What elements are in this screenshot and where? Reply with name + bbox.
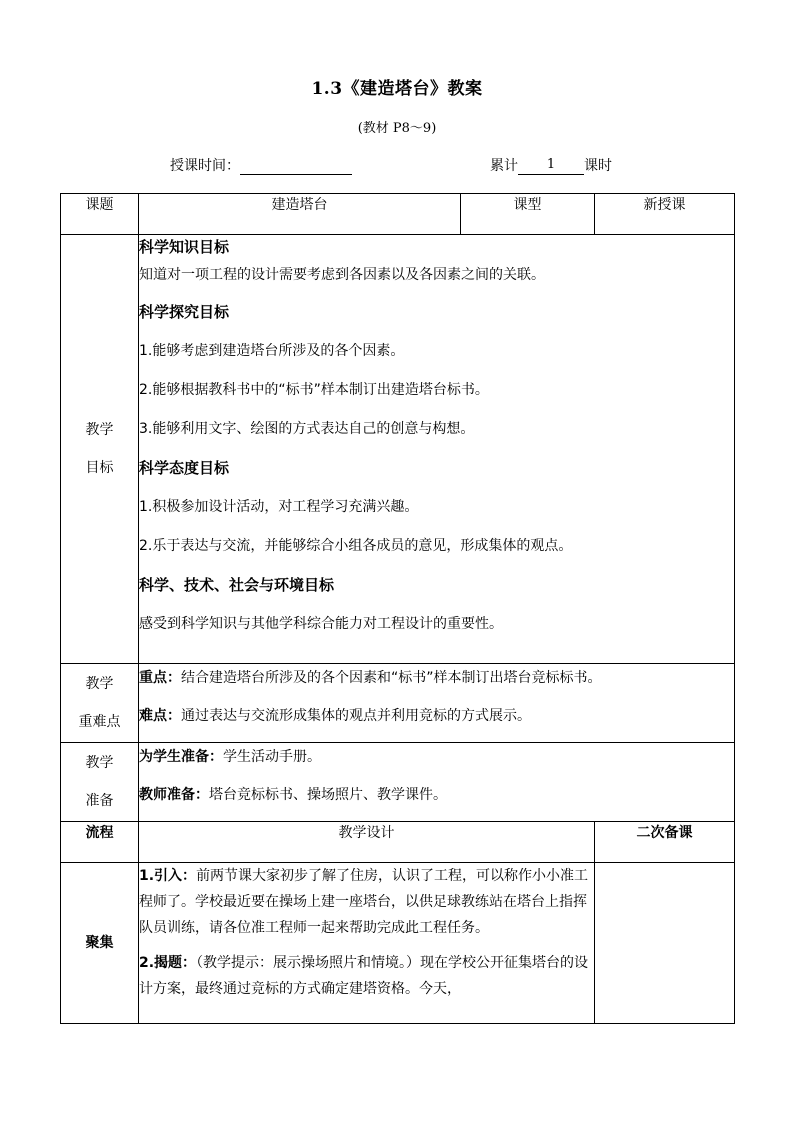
key-point-label: 重点： [139, 670, 181, 686]
objectives-row [61, 235, 735, 664]
type-value-cell [595, 194, 735, 235]
reveal-label: 2.揭题： [139, 955, 197, 971]
student-prep-label: 为学生准备： [139, 749, 223, 765]
objectives-label-line2: 目标 [85, 460, 114, 476]
teacher-prep-text: 塔台竞标标书、操场照片、教学课件。 [209, 787, 447, 803]
preparation-row [61, 743, 735, 822]
difficult-point-line [139, 691, 734, 741]
inquiry-item: 1.能够考虑到建造塔台所涉及的各个因素。 [139, 343, 405, 359]
flow-header-cell [61, 822, 139, 863]
key-point-line [139, 664, 734, 691]
lesson-plan-table [60, 193, 735, 1024]
difficult-point-label: 难点： [139, 708, 181, 724]
preparation-label-cell [61, 743, 139, 822]
second-prep-cell[interactable] [595, 863, 735, 1024]
topic-value: 建造塔台 [271, 197, 328, 213]
inquiry-heading: 科学探究目标 [139, 303, 230, 321]
teacher-prep-label: 教师准备： [139, 787, 209, 803]
focus-label-cell [61, 863, 139, 1024]
intro-paragraph [139, 863, 594, 941]
attitude-item: 1.积极参加设计活动，对工程学习充满兴趣。 [139, 499, 419, 515]
difficult-point-text: 通过表达与交流形成集体的观点并利用竞标的方式展示。 [181, 708, 531, 724]
design-header-cell [139, 822, 595, 863]
objectives-label-cell [61, 235, 139, 664]
key-points-content-cell [139, 664, 735, 743]
student-prep-text: 学生活动手册。 [223, 749, 321, 765]
intro-text: 前两节课大家初步了解了住房，认识了工程，可以称作小小准工程师了。学校最近要在操场上建一座塔台，以供足球教练站在塔台上指挥队员训练，请各位准工程师一起来帮助完成此工程任务。 [139, 868, 589, 936]
cumulative-label: 累计 [490, 158, 518, 174]
process-header-row [61, 822, 735, 863]
focus-label: 聚集 [85, 935, 114, 951]
reveal-paragraph [139, 950, 594, 1002]
sts-heading: 科学、技术、社会与环境目标 [139, 576, 335, 594]
focus-content-cell [139, 863, 595, 1024]
reveal-text: （教学提示：展示操场照片和情境。）现在学校公开征集塔台的设计方案，最终通过竞标的方式确定建塔资格。今天， [139, 955, 589, 997]
cumulative-hours-field[interactable]: 1 [518, 157, 584, 175]
preparation-label-line1: 教学 [85, 755, 114, 771]
attitude-item: 2.乐于表达与交流，并能够综合小组各成员的意见，形成集体的观点。 [139, 538, 573, 554]
objectives-label-line1: 教学 [85, 422, 114, 438]
type-label: 课型 [513, 197, 542, 213]
inquiry-item: 2.能够根据教科书中的“标书”样本制订出建造塔台标书。 [139, 382, 489, 398]
student-prep-line [139, 743, 734, 770]
knowledge-heading: 科学知识目标 [139, 238, 230, 256]
attitude-heading: 科学态度目标 [139, 459, 230, 477]
document-title: 1.3《建造塔台》教案 [311, 79, 483, 99]
second-prep-header-cell [595, 822, 735, 863]
focus-row [61, 863, 735, 1024]
objectives-content-cell [139, 235, 735, 664]
flow-header: 流程 [85, 825, 114, 841]
key-points-label-line1: 教学 [85, 676, 114, 692]
key-point-text: 结合建造塔台所涉及的各个因素和“标书”样本制订出塔台竞标标书。 [181, 670, 602, 686]
inquiry-item: 3.能够利用文字、绘图的方式表达自己的创意与构想。 [139, 421, 475, 437]
intro-label: 1.引入： [139, 868, 197, 884]
teacher-prep-line [139, 770, 734, 820]
key-points-label-cell [61, 664, 139, 743]
key-points-row [61, 664, 735, 743]
preparation-content-cell [139, 743, 735, 822]
teaching-time-line [170, 155, 352, 175]
second-prep-header: 二次备课 [636, 825, 693, 841]
teaching-time-field[interactable] [240, 157, 352, 175]
key-points-label-line2: 重难点 [78, 714, 121, 730]
topic-label-cell [61, 194, 139, 235]
hours-label: 课时 [584, 158, 612, 174]
preparation-label-line2: 准备 [85, 793, 114, 809]
document-subtitle: (教材 P8～9) [357, 121, 437, 136]
sts-text: 感受到科学知识与其他学科综合能力对工程设计的重要性。 [139, 616, 503, 632]
topic-row [61, 194, 735, 235]
design-header: 教学设计 [338, 825, 395, 841]
cumulative-hours-line [490, 155, 612, 175]
type-value: 新授课 [643, 197, 686, 213]
type-label-cell [461, 194, 595, 235]
teaching-time-label: 授课时间： [170, 158, 240, 174]
knowledge-text: 知道对一项工程的设计需要考虑到各因素以及各因素之间的关联。 [139, 267, 545, 283]
topic-value-cell [139, 194, 461, 235]
topic-label: 课题 [85, 197, 114, 213]
